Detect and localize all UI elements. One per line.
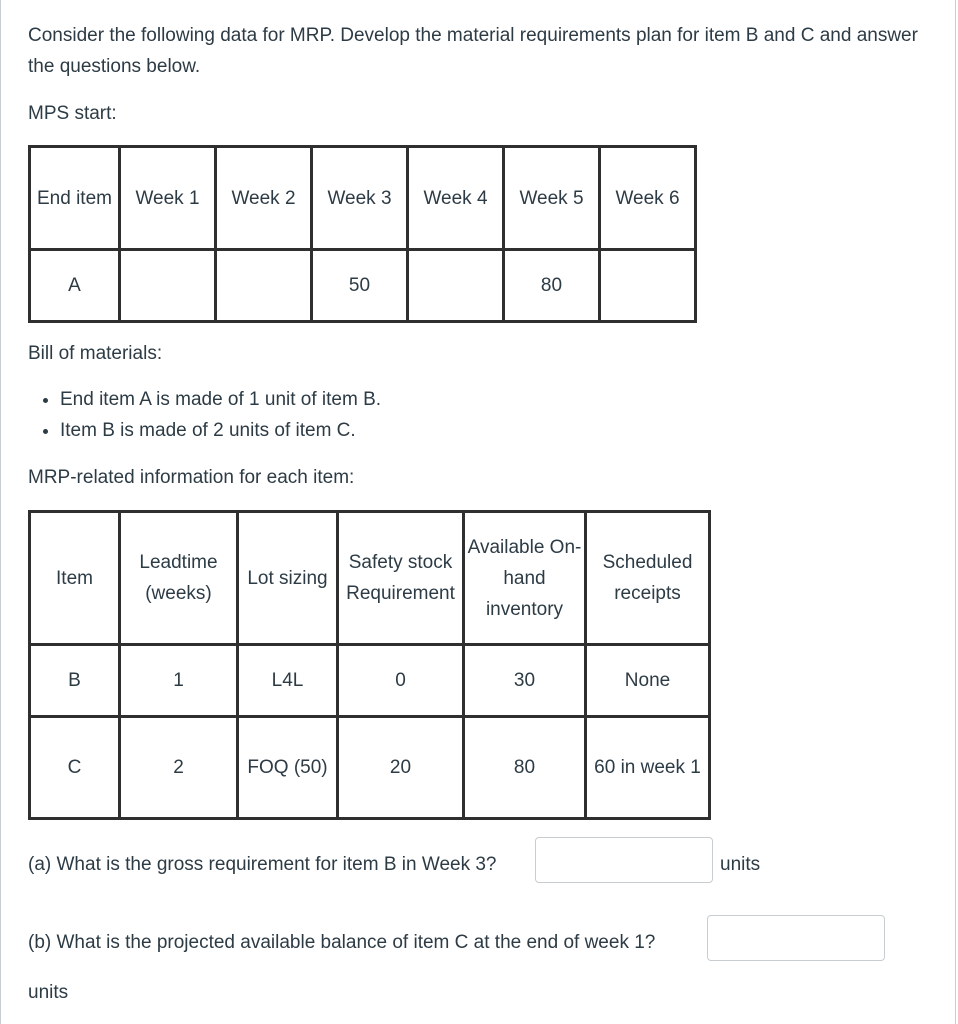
mrp-cell: FOQ (50) xyxy=(238,717,338,819)
mrp-header-cell: Leadtime (weeks) xyxy=(120,512,238,645)
mps-cell xyxy=(216,250,312,322)
mrp-cell: None xyxy=(586,645,710,717)
mrp-header-cell: Safety stock Requirement xyxy=(338,512,464,645)
mrp-cell: 80 xyxy=(464,717,586,819)
mps-header-cell: Week 6 xyxy=(600,147,696,250)
mrp-table xyxy=(28,510,711,820)
mps-cell xyxy=(408,250,504,322)
mps-header-cell: End item xyxy=(30,147,120,250)
mps-label: MPS start: xyxy=(28,103,117,124)
mrp-label: MRP-related information for each item: xyxy=(28,467,355,488)
mrp-header-cell: Scheduled receipts xyxy=(586,512,710,645)
mps-cell: A xyxy=(30,250,120,322)
mps-table xyxy=(28,145,697,323)
mrp-cell: 1 xyxy=(120,645,238,717)
mps-cell xyxy=(600,250,696,322)
mrp-cell: 30 xyxy=(464,645,586,717)
list-item: • Item B is made of 2 units of item C. xyxy=(60,415,381,446)
bom-list xyxy=(28,384,381,446)
question-a-unit: units xyxy=(720,854,761,875)
mrp-header-row xyxy=(30,512,710,645)
answer-b-input[interactable] xyxy=(707,915,885,961)
question-b-unit: units xyxy=(28,982,69,1003)
mrp-cell: L4L xyxy=(238,645,338,717)
mrp-header-cell: Available On-hand inventory xyxy=(464,512,586,645)
table-row xyxy=(30,645,710,717)
list-item: • End item A is made of 1 unit of item B. xyxy=(60,384,381,415)
mps-header-cell: Week 1 xyxy=(120,147,216,250)
mrp-cell: 60 in week 1 xyxy=(586,717,710,819)
question-b-text: (b) What is the projected available balance of item C at the end of week 1? xyxy=(28,932,656,953)
mps-row xyxy=(30,250,696,322)
mrp-header-cell: Lot sizing xyxy=(238,512,338,645)
mps-cell: 50 xyxy=(312,250,408,322)
mps-cell xyxy=(120,250,216,322)
mrp-cell: 2 xyxy=(120,717,238,819)
mrp-cell: C xyxy=(30,717,120,819)
mps-header-cell: Week 5 xyxy=(504,147,600,250)
mrp-cell: 20 xyxy=(338,717,464,819)
table-row xyxy=(30,717,710,819)
problem-intro: Consider the following data for MRP. Develop the material requirements plan for item B and C and answer the questions below. xyxy=(28,25,918,77)
question-a-text: (a) What is the gross requirement for item B in Week 3? xyxy=(28,854,497,875)
mps-cell: 80 xyxy=(504,250,600,322)
mrp-cell: B xyxy=(30,645,120,717)
mps-header-cell: Week 3 xyxy=(312,147,408,250)
mps-header-cell: Week 2 xyxy=(216,147,312,250)
bom-label: Bill of materials: xyxy=(28,343,163,364)
mps-header-row xyxy=(30,147,696,250)
mps-header-cell: Week 4 xyxy=(408,147,504,250)
answer-a-input[interactable] xyxy=(535,837,713,883)
mrp-header-cell: Item xyxy=(30,512,120,645)
mrp-cell: 0 xyxy=(338,645,464,717)
